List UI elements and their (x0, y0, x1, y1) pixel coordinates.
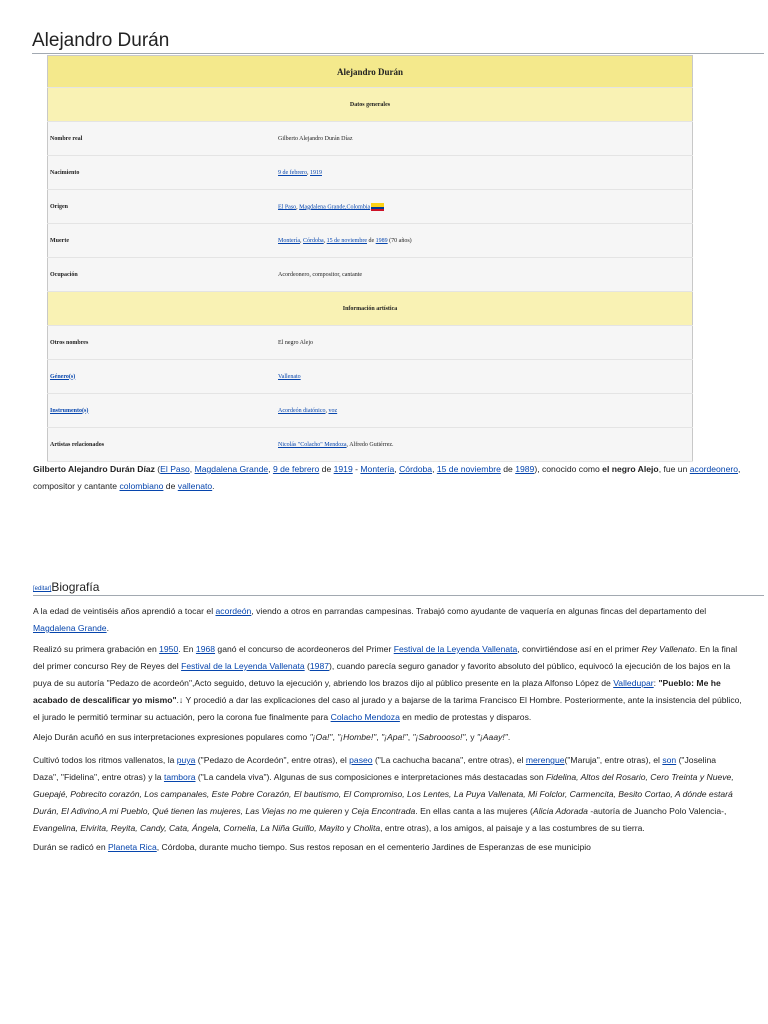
text: en medio de protestas y disparos. (399, 712, 532, 722)
infobox-label: Otros nombres (48, 326, 277, 360)
instrumentos-label-link[interactable]: Instrumento(s) (50, 407, 89, 414)
intro-nickname: el negro Alejo (602, 464, 659, 474)
instrument-accordion-link[interactable]: Acordeón diatónico (278, 407, 326, 414)
italic-text: Rey Vallenato (641, 644, 695, 654)
intro-death-date-link[interactable]: 15 de noviembre (436, 464, 501, 474)
text: Alejo Durán acuñó en sus interpretaciones expresiones populares como (33, 732, 310, 742)
infobox-value (276, 360, 693, 394)
italic-text: "¡Apa!" (381, 732, 408, 742)
tambora-link[interactable]: tambora (163, 772, 196, 782)
intro-dept-link[interactable]: Córdoba (399, 464, 433, 474)
vallenato-link[interactable]: vallenato (177, 481, 213, 491)
generos-label-link[interactable]: Género(s) (50, 373, 76, 380)
separator: , (325, 407, 329, 414)
text: A la edad de veintiséis años aprendió a tocar el (33, 606, 216, 616)
separator: , (306, 169, 310, 176)
year-1950-link[interactable]: 1950 (159, 644, 179, 654)
origin-place-link[interactable]: El Paso (278, 203, 297, 210)
magdalena-grande-link[interactable]: Magdalena Grande (33, 623, 107, 633)
section-heading-biografia (33, 578, 764, 596)
festival-link-2[interactable]: Festival de la Leyenda Vallenata (181, 661, 305, 671)
intro-region-link[interactable]: Magdalena Grande (194, 464, 269, 474)
text: Durán se radicó en (33, 842, 108, 852)
text: , (407, 732, 413, 742)
section-title: Biografía (51, 580, 100, 594)
infobox-row-nacimiento (48, 156, 693, 190)
son-link[interactable]: son (662, 755, 677, 765)
birth-date-link[interactable]: 9 de febrero (278, 169, 307, 176)
paseo-link[interactable]: paseo (349, 755, 373, 765)
acordeon-link[interactable]: acordeón (215, 606, 252, 616)
year-1968-link[interactable]: 1968 (195, 644, 216, 654)
text: ), conocido como (534, 464, 603, 474)
intro-name: Gilberto Alejandro Durán Díaz (33, 464, 155, 474)
infobox-value (276, 428, 693, 462)
intro-place-link[interactable]: El Paso (160, 464, 190, 474)
text: , convirtiéndose así en el primer (517, 644, 642, 654)
acordeonero-link[interactable]: acordeonero (689, 464, 739, 474)
text: ("La cachucha bacana", entre otras), el (372, 755, 526, 765)
related-artists-rest: , Alfredo Gutiérrez. (346, 441, 394, 448)
text: Realizó su primera grabación en (33, 644, 160, 654)
infobox-label: Artistas relacionados (48, 428, 277, 462)
festival-link[interactable]: Festival de la Leyenda Vallenata (393, 644, 518, 654)
italic-text: Evangelina, Elvirita, Reyita, Candy, Cata, Ángela, Cornelia, La Niña Guillo, Mayito (33, 823, 345, 833)
infobox-section-artistic: Información artística (48, 292, 693, 326)
infobox-value: Acordeonero, compositor, cantante (276, 258, 693, 292)
infobox-label: Origen (48, 190, 277, 224)
text: y (344, 823, 354, 833)
text: ), cuando parecía seguro ganador y favorito absoluto del público, equivocó la ejecución de los bajos en la puya de su autoría "Pedazo de acordeón",Acto seguido, detuvo la ejecución y, abriendo los brazos dijo al público presente en la plaza Alfonso López de (33, 661, 731, 688)
infobox-label: Ocupación (48, 258, 277, 292)
section-edit-link[interactable]: [editar] (33, 586, 52, 592)
separator: , (300, 237, 303, 244)
infobox-row-origen (48, 190, 693, 224)
bio-paragraph-2 (33, 641, 743, 726)
italic-text: "¡Oa!" (309, 732, 333, 742)
infobox-value: El negro Alejo (276, 326, 693, 360)
text: . (507, 732, 511, 742)
text: ( (304, 661, 310, 671)
text: . En la final del primer concurso Rey de Reyes del (33, 644, 738, 671)
text: ("Pedazo de Acordeón", entre otras), el (195, 755, 350, 765)
instrument-voice-link[interactable]: voz (328, 407, 338, 414)
infobox-row-ocupacion (48, 258, 693, 292)
infobox-value (276, 394, 693, 428)
italic-text: "¡Hombe!" (337, 732, 377, 742)
bio-paragraph-4 (33, 752, 743, 837)
colacho-mendoza-link[interactable]: Colacho Mendoza (330, 712, 400, 722)
text: , (376, 732, 382, 742)
text: .↓ Y procedió a dar las explicaciones del caso al jurado y a bajarse de la tarima Francisco El Hombre. Posteriormente, ante la insistencia del público, el jurado le permitió terminar su actuación, pero la corona fue finalmente para (33, 695, 742, 722)
text: , compositor y cantante (33, 464, 741, 491)
infobox-row-otros-nombres (48, 326, 693, 360)
intro-death-year-link[interactable]: 1989 (515, 464, 535, 474)
infobox-row-muerte (48, 224, 693, 258)
infobox-label: Muerte (48, 224, 277, 258)
text: , (432, 464, 437, 474)
infobox-section-general: Datos generales (48, 88, 693, 122)
origin-region-link[interactable]: Magdalena Grande,Colombia (299, 203, 371, 210)
puya-link[interactable]: puya (176, 755, 196, 765)
bio-paragraph-1 (33, 603, 743, 637)
italic-text: Alicia Adorada (532, 806, 588, 816)
year-1987-link[interactable]: 1987 (309, 661, 330, 671)
italic-text: "¡Aaay!" (476, 732, 508, 742)
italic-text: Fidelina, Altos del Rosario, Cero Treinta y Nueve, Guepajé, Pobrecito corazón, Los campanales, Este Pobre Corazón, El bautismo, El Compromiso, Los Lentes, La Puya Vallenata, Mi Folclor, Carmencita, Besito Cortao, A dónde estará Durán, El Adivino,A mi Pueblo, Qué tienen las mujeres, Las Viejas no me quieren (33, 772, 734, 816)
infobox-label-cell (48, 360, 277, 394)
italic-text: "¡Sabroooso!" (412, 732, 466, 742)
infobox-value (276, 156, 693, 190)
infobox-row-artistas (48, 428, 693, 462)
infobox-value (276, 224, 693, 258)
text: ("Maruja", entre otras), el (564, 755, 663, 765)
death-dept-link[interactable]: Córdoba (303, 237, 324, 244)
text: ( (154, 464, 161, 474)
text: , (189, 464, 195, 474)
text: y (342, 806, 352, 816)
separator: , (323, 237, 327, 244)
text: de (319, 464, 334, 474)
planeta-rica-link[interactable]: Planeta Rica (108, 842, 157, 852)
infobox-label-cell (48, 394, 277, 428)
death-year-link[interactable]: 1989 (375, 237, 388, 244)
italic-text: Cholita (353, 823, 381, 833)
infobox-value: Gilberto Alejandro Durán Díaz (276, 122, 693, 156)
genre-vallenato-link[interactable]: Vallenato (278, 373, 301, 380)
text: -autoría de Juancho Polo Valencia-, (587, 806, 727, 816)
text: ("Joselina Daza", "Fidelina", entre otras) y la (33, 755, 717, 782)
infobox-label: Nacimiento (48, 156, 277, 190)
intro-birth-date-link[interactable]: 9 de febrero (272, 464, 320, 474)
text: Cultivó todos los ritmos vallenatos, la (33, 755, 177, 765)
text: de (500, 464, 516, 474)
colombiano-link[interactable]: colombiano (119, 481, 164, 491)
text: ("La candela viva"). Algunas de sus composiciones e interpretaciones más destacadas son (195, 772, 547, 782)
text: . (106, 623, 109, 633)
infobox-row-instrumentos (48, 394, 693, 428)
intro-city-link[interactable]: Montería (360, 464, 395, 474)
colombia-flag-icon (371, 203, 384, 211)
text: : (653, 678, 659, 688)
infobox (47, 55, 693, 462)
text: ganó el concurso de acordeoneros del Primer (215, 644, 394, 654)
text: - (352, 464, 361, 474)
title-divider (32, 53, 764, 54)
text: , (332, 732, 338, 742)
quote-bold: "Pueblo: Me he acabado de descalificar yo mismo" (33, 678, 721, 705)
text: de (163, 481, 178, 491)
death-age: (70 años) (387, 237, 412, 244)
bio-paragraph-3 (33, 729, 743, 746)
death-city-link[interactable]: Montería (278, 237, 300, 244)
intro-birth-year-link[interactable]: 1919 (333, 464, 353, 474)
death-date-link[interactable]: 15 de noviembre (326, 237, 367, 244)
text: , viendo a otros en parrandas campesinas. Trabajó como ayudante de vaquería en algunas fincas del departamento del (251, 606, 707, 616)
text: , y (465, 732, 477, 742)
text: . (212, 481, 215, 491)
infobox-row-nombre-real (48, 122, 693, 156)
text: . En ellas canta a las mujeres ( (415, 806, 533, 816)
valledupar-link[interactable]: Valledupar (613, 678, 654, 688)
italic-text: Ceja Encontrada (351, 806, 416, 816)
text: , (268, 464, 273, 474)
infobox-label: Nombre real (48, 122, 277, 156)
separator: , (296, 203, 300, 210)
text: , (394, 464, 400, 474)
text: , fue un (658, 464, 690, 474)
bio-paragraph-5 (33, 839, 743, 856)
birth-year-link[interactable]: 1919 (309, 169, 322, 176)
intro-paragraph (33, 461, 743, 495)
related-artist-link[interactable]: Nicolás "Colacho" Mendoza (278, 441, 347, 448)
text: , entre otras), a los amigos, al paisaje y a las costumbres de su tierra. (380, 823, 645, 833)
page-title: Alejandro Durán (32, 30, 170, 51)
text: . En (178, 644, 196, 654)
merengue-link[interactable]: merengue (525, 755, 565, 765)
separator: de (367, 237, 376, 244)
infobox-title: Alejandro Durán (48, 56, 693, 88)
text: , Córdoba, durante mucho tiempo. Sus restos reposan en el cementerio Jardines de Esperanzas de ese municipio (156, 842, 591, 852)
infobox-row-generos (48, 360, 693, 394)
infobox-value (276, 190, 693, 224)
